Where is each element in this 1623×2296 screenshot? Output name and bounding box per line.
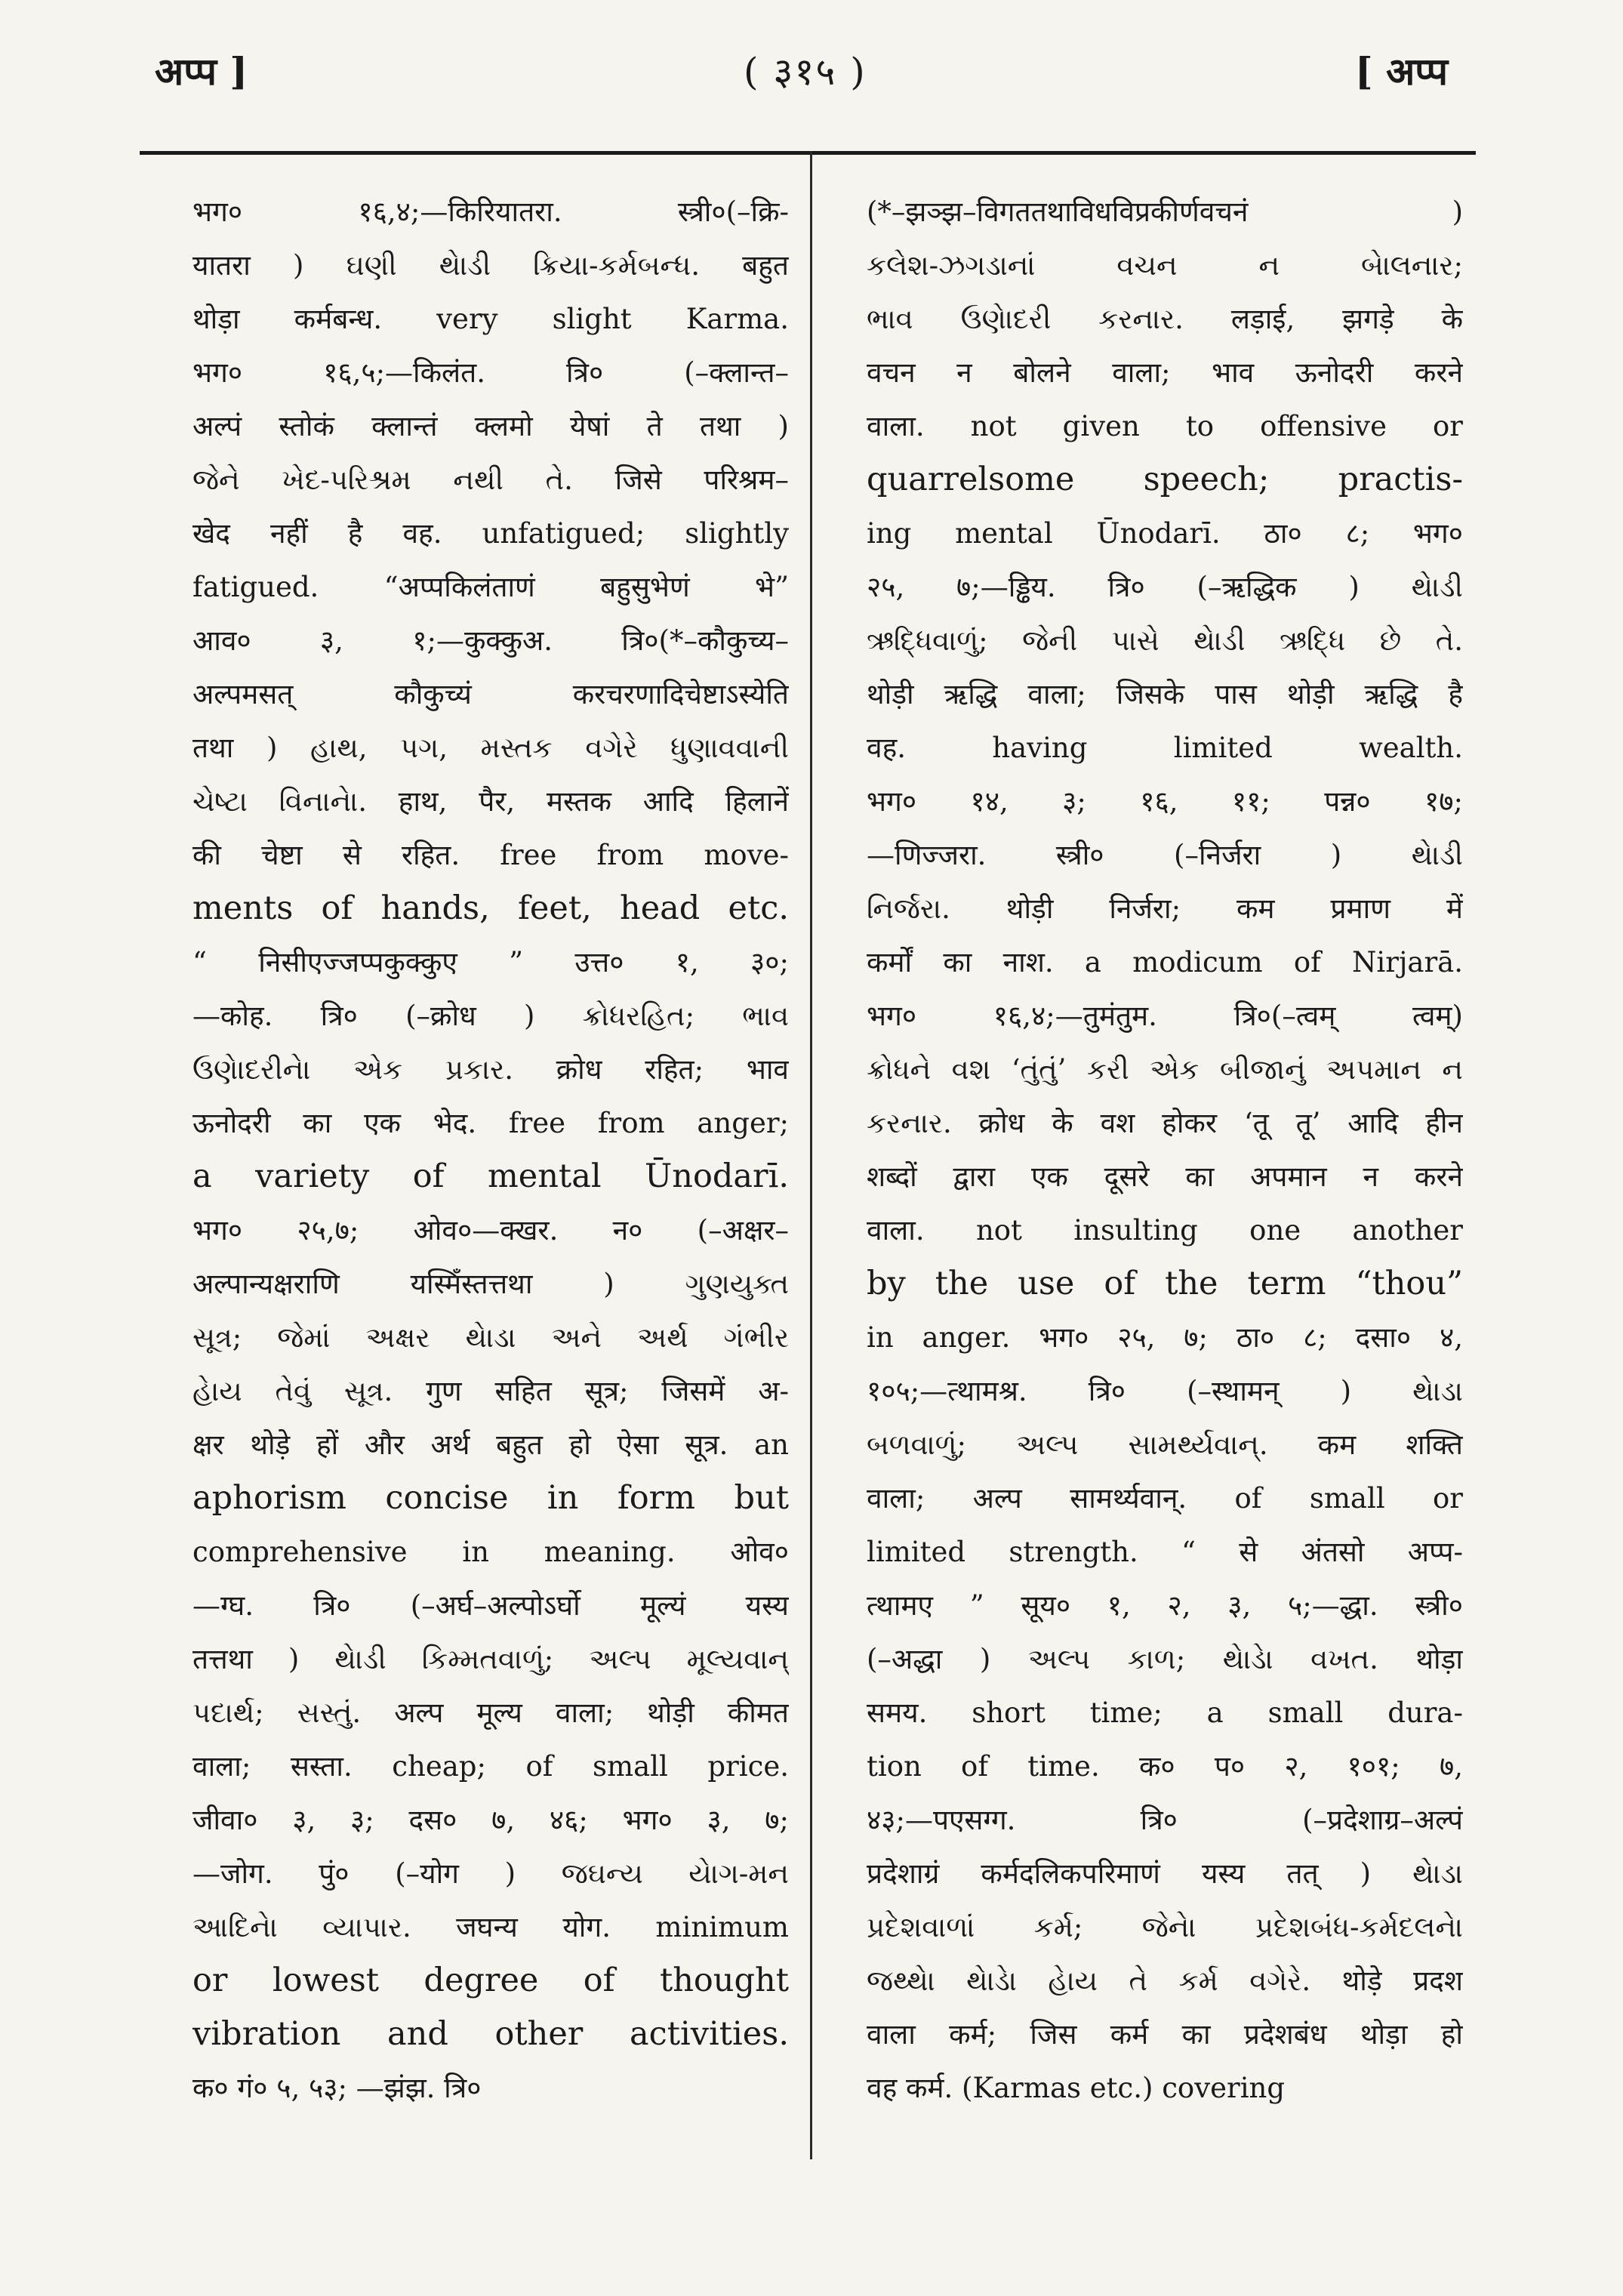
text-line: वचन न बोलने वाला; भाव ऊनोदरी करने: [867, 356, 1463, 389]
text-line: ચેષ્ટા વિનાનેા. हाथ, पैर, मस्तक आदि हिलानें: [192, 785, 789, 818]
text-line: (*–झञ्झ–विगततथाविधविप्रकीर्णवचनं ): [867, 196, 1463, 228]
page-number: ( ३१५ ): [744, 50, 867, 94]
running-head-right: [ अप्प: [1355, 49, 1449, 94]
text-line: वह. having limited wealth.: [867, 732, 1463, 764]
running-head-left: अप्प ]: [155, 49, 248, 94]
text-line: —जोग. पुं० (–योग ) જઘન્ય યેાગ-મન: [192, 1857, 789, 1890]
text-line: क० गं० ५, ५३; —झंझ. त्रि०: [192, 2072, 482, 2104]
column-divider: [810, 151, 812, 2159]
text-line: by the use of the term “thou”: [867, 1265, 1463, 1302]
text-line: કરનાર. क्रोध के वश होकर ‘तू तू’ आदि हीन: [867, 1107, 1463, 1139]
text-line: भग० २५,७; ओव०—क्खर. न० (–अक्षर–: [192, 1214, 789, 1247]
text-line: १०५;—त्थामश्र. त्रि० (–स्थामन् ) થેાડા: [867, 1375, 1463, 1407]
text-line: भग० १४, ३; १६, ११; पन्न० १७;: [867, 785, 1463, 818]
text-line: वाला. not given to offensive or: [867, 410, 1463, 442]
text-line: ઋદ્ધિવાળું; જેની પાસે થેાડી ઋદ્ધિ છે તે.: [867, 624, 1463, 657]
text-line: સૂત્ર; જેમાં અક્ષર થેાડા અને અર્થ ગંભીર: [192, 1321, 789, 1354]
text-line: वाला; अल्प सामर्थ्यवान्. of small or: [867, 1482, 1463, 1515]
text-line: आव० ३, १;—कुक्कुअ. त्रि०(*–कौकुच्य–: [192, 624, 789, 657]
text-line: limited strength. “ से अंतसो अप्प-: [867, 1536, 1463, 1568]
text-line: तत्तथा ) થેાડી કિમ્મતવાળું; અલ્પ મૂલ્યવાન્: [192, 1643, 789, 1675]
text-line: की चेष्टा से रहित. free from move-: [192, 839, 789, 871]
text-line: भग० १६,५;—किलंत. त्रि० (–क्लान्त–: [192, 356, 789, 389]
header-rule: [140, 151, 1476, 155]
text-line: in anger. भग० २५, ७; ठा० ८; दसा० ४,: [867, 1321, 1463, 1354]
left-column: [192, 185, 789, 2115]
text-line: खेद नहीं है वह. unfatigued; slightly: [192, 517, 789, 550]
text-line: २५, ७;—ड्ढिय. त्रि० (–ऋद्धिक ) થેાડી: [867, 571, 1463, 603]
text-line: પ્રદેશવાળાં કર્મ; જેનેા પ્રદેશબંધ-કર્મદલનેા: [867, 1911, 1463, 1943]
text-line: यातरा ) ઘણી થેાડી ક્રિયા-કર્મબન્ધ. बहुत: [192, 249, 789, 282]
text-line: aphorism concise in form but: [192, 1479, 789, 1517]
text-line: ४३;—पएसग्ग. त्रि० (–प्रदेशाग्र–अल्पं: [867, 1804, 1463, 1836]
text-line: જેને ખેદ-પરિશ્રમ નથી તે. जिसे परिश्रम–: [192, 464, 789, 496]
text-line: નિર્જરા. थोड़ी निर्जरा; कम प्रमाण में: [867, 892, 1463, 925]
text-line: vibration and other activities.: [192, 2015, 789, 2053]
text-line: —कोह. त्रि० (–क्रोध ) ક્રોધરહિત; ભાવ: [192, 1000, 789, 1032]
text-line: ક્રોધને વશ ‘તુંતું’ કરી એક બીજાનું અપમાન ન: [867, 1053, 1463, 1086]
text-line: fatigued. “अप्पकिलंताणं बहुसुभेणं भे”: [192, 571, 789, 603]
text-line: comprehensive in meaning. ओव०: [192, 1536, 789, 1568]
text-line: कर्मों का नाश. a modicum of Nirjarā.: [867, 946, 1463, 978]
text-line: પદાર્થ; સસ્તું. अल्प मूल्य वाला; थोड़ी कीमत: [192, 1697, 789, 1729]
text-line: આદિનેા વ્યાપાર. जघन्य योग. minimum: [192, 1911, 789, 1943]
text-line: वाला. not insulting one another: [867, 1214, 1463, 1247]
text-line: (–अद्धा ) અલ્પ કાળ; થેાડેા વખત. थोड़ा: [867, 1643, 1463, 1675]
text-line: a variety of mental Ūnodarī.: [192, 1157, 789, 1195]
text-line: अल्पमसत् कौकुच्यं करचरणादिचेष्टाऽस्येति: [192, 678, 789, 710]
text-line: જથ્થેા થેાડેા હેાય તે કર્મ વગેરે. थोड़े प्रदश: [867, 1965, 1463, 1997]
text-line: —णिज्जरा. स्त्री० (–निर्जरा ) થેાડી: [867, 839, 1463, 871]
text-line: હેાય તેવું સૂત્ર. गुण सहित सूत्र; जिसमें अ-: [192, 1375, 789, 1407]
text-line: थोड़ा कर्मबन्ध. very slight Karma.: [192, 303, 789, 335]
text-line: भग० १६,४;—तुमंतुम. त्रि०(–त्वम् त्वम्): [867, 1000, 1463, 1032]
text-line: प्रदेशाग्रं कर्मदलिकपरिमाणं यस्य तत् ) થેાડા: [867, 1857, 1463, 1890]
text-line: वाला कर्म; जिस कर्म का प्रदेशबंध थोड़ा हो: [867, 2018, 1463, 2051]
text-line: “ निसीएज्जप्पकुक्कुए ” उत्त० १, ३०;: [192, 946, 789, 978]
text-line: quarrelsome speech; practis-: [867, 461, 1463, 498]
text-line: ઉણેાદરીનેા એક પ્રકાર. क्रोध रहित; भाव: [192, 1053, 789, 1086]
text-line: ऊनोदरी का एक भेद. free from anger;: [192, 1107, 789, 1139]
text-line: ભાવ ઉણેાદરી કરનાર. लड़ाई, झगड़े के: [867, 303, 1463, 335]
text-line: शब्दों द्वारा एक दूसरे का अपमान न करने: [867, 1160, 1463, 1193]
text-line: બળવાળું; અલ્પ સામર્થ્યવાન્. कम शक्ति: [867, 1428, 1463, 1461]
text-line: वाला; सस्ता. cheap; of small price.: [192, 1750, 789, 1783]
text-line: थोड़ी ऋद्धि वाला; जिसके पास थोड़ी ऋद्धि है: [867, 678, 1463, 710]
text-line: जीवा० ३, ३; दस० ७, ४६; भग० ३, ७;: [192, 1804, 789, 1836]
text-line: ments of hands, feet, head etc.: [192, 889, 789, 927]
right-column: [867, 185, 1463, 2115]
text-line: tion of time. क० प० २, १०१; ७,: [867, 1750, 1463, 1783]
text-line: समय. short time; a small dura-: [867, 1697, 1463, 1729]
text-line: કલેશ-ઝગડાનાં વચન ન બેાલનાર;: [867, 249, 1463, 282]
text-line: क्षर थोड़े हों और अर्थ बहुत हो ऐसा सूत्र. an: [192, 1428, 789, 1461]
text-line: —ग्घ. त्रि० (–अर्घ–अल्पोऽर्घो मूल्यं यस्य: [192, 1589, 789, 1622]
text-line: तथा ) હાથ, પગ, મસ્તક વગેરે ધુણાવવાની: [192, 732, 789, 764]
text-line: अल्पं स्तोकं क्लान्तं क्लमो येषां ते तथा ): [192, 410, 789, 442]
text-line: अल्पान्यक्षराणि यस्मिँस्तत्तथा ) ગુણયુક્ત: [192, 1268, 789, 1300]
text-line: भग० १६,४;—किरियातरा. स्त्री०(–क्रि-: [192, 196, 789, 228]
text-line: त्थामए ” सूय० १, २, ३, ५;—द्धा. स्त्री०: [867, 1589, 1463, 1622]
text-line: or lowest degree of thought: [192, 1962, 789, 1999]
text-line: वह कर्म. (Karmas etc.) covering: [867, 2072, 1286, 2104]
text-line: ing mental Ūnodarī. ठा० ८; भग०: [867, 517, 1463, 550]
